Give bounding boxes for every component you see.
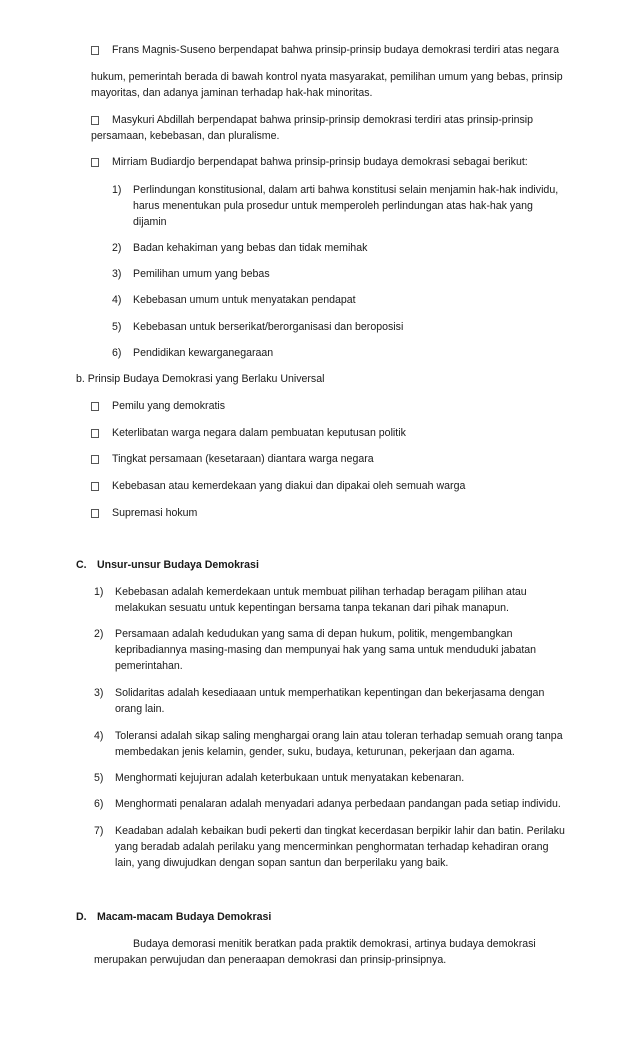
bullet-box-icon [91,482,99,491]
list-item: Keterlibatan warga negara dalam pembuatan keputusan politik [112,427,406,439]
list-item-text: Perlindungan konstitusional, dalam arti bahwa konstitusi selain menjamin hak-hak individu, [133,184,559,196]
section-d-title: Macam-macam Budaya Demokrasi [97,911,272,923]
text-line: persamaan, kebebasan, dan pluralisme. [91,130,280,142]
text-line: mayoritas, dan adanya jaminan terhadap hak-hak minoritas. [91,87,373,99]
list-item-text: Kebebasan adalah kemerdekaan untuk membuat pilihan terhadap beragam pilihan atau [115,586,527,598]
list-number: 6) [94,798,104,810]
text-line: hukum, pemerintah berada di bawah kontrol nyata masyarakat, pemilihan umum yang bebas, prinsip [91,71,563,83]
list-number: 1) [112,184,122,196]
list-number: 5) [94,772,104,784]
list-number: 2) [94,628,104,640]
bullet-box-icon [91,402,99,411]
text-line: Mirriam Budiardjo berpendapat bahwa prinsip-prinsip budaya demokrasi sebagai berikut: [112,156,528,168]
list-item-text: Kebebasan umum untuk menyatakan pendapat [133,294,356,306]
list-number: 3) [94,687,104,699]
section-c-title: Unsur-unsur Budaya Demokrasi [97,559,259,571]
list-item-text: Toleransi adalah sikap saling menghargai orang lain atau toleran terhadap semuah orang tanpa [115,730,563,742]
list-item: Kebebasan atau kemerdekaan yang diakui dan dipakai oleh semuah warga [112,480,466,492]
list-number: 7) [94,825,104,837]
list-item-text: yang beradab adalah perilaku yang mencerminkan penghormatan terhadap kehadiran orang [115,841,549,853]
paragraph-line: merupakan perwujudan dan peneraapan demokrasi dan prinsip-prinsipnya. [94,954,447,966]
bullet-box-icon [91,429,99,438]
paragraph-line: Budaya demorasi menitik beratkan pada praktik demokrasi, artinya budaya demokrasi [133,938,536,950]
list-item-text: Kebebasan untuk berserikat/berorganisasi dan beroposisi [133,321,404,333]
bullet-box-icon [91,455,99,464]
bullet-box-icon [91,116,99,125]
list-number: 4) [94,730,104,742]
list-item: Tingkat persamaan (kesetaraan) diantara warga negara [112,453,374,465]
bullet-box-icon [91,509,99,518]
list-item-text: Menghormati kejujuran adalah keterbukaan untuk menyatakan kebenaran. [115,772,465,784]
list-item-text: harus menentukan pula prosedur untuk memperoleh perlindungan atas hak-hak yang [133,200,533,212]
bullet-box-icon [91,158,99,167]
list-item-text: lain, yang diwujudkan dengan sopan santun dan berperilaku yang baik. [115,857,449,869]
list-number: 5) [112,321,122,333]
section-c-letter: C. [76,559,87,571]
list-item-text: membedakan jenis kelamin, gender, suku, budaya, keturunan, pekerjaan dan agama. [115,746,515,758]
list-item-text: orang lain. [115,703,165,715]
list-number: 6) [112,347,122,359]
list-item-text: Menghormati penalaran adalah menyadari adanya perbedaan pandangan pada setiap individu. [115,798,561,810]
section-d-letter: D. [76,911,87,923]
list-number: 3) [112,268,122,280]
list-number: 4) [112,294,122,306]
list-item-text: melakukan sesuatu untuk kepentingan bersama tanpa tekanan dari pihak manapun. [115,602,510,614]
list-item-text: Badan kehakiman yang bebas dan tidak memihak [133,242,368,254]
list-item-text: pemerintahan. [115,660,183,672]
list-item-text: kepribadiannya masing-masing dan mempunyai hak yang sama untuk menduduki jabatan [115,644,537,656]
bullet-box-icon [91,46,99,55]
list-number: 2) [112,242,122,254]
list-number: 1) [94,586,104,598]
list-item-text: Solidaritas adalah kesediaaan untuk memperhatikan kepentingan dan bekerjasama dengan [115,687,545,699]
list-item-text: Pendidikan kewarganegaraan [133,347,274,359]
section-b-heading: b. Prinsip Budaya Demokrasi yang Berlaku Universal [76,373,325,385]
list-item-text: dijamin [133,216,167,228]
list-item-text: Persamaan adalah kedudukan yang sama di depan hukum, politik, mengembangkan [115,628,513,640]
list-item: Pemilu yang demokratis [112,400,226,412]
list-item-text: Pemilihan umum yang bebas [133,268,270,280]
text-line: Frans Magnis-Suseno berpendapat bahwa prinsip-prinsip budaya demokrasi terdiri atas negara [112,44,559,56]
text-line: Masykuri Abdillah berpendapat bahwa prinsip-prinsip demokrasi terdiri atas prinsip-prinsip [112,114,534,126]
list-item: Supremasi hokum [112,507,198,519]
list-item-text: Keadaban adalah kebaikan budi pekerti dan tingkat kecerdasan berpikir lahir dan batin. Perilaku [115,825,565,837]
